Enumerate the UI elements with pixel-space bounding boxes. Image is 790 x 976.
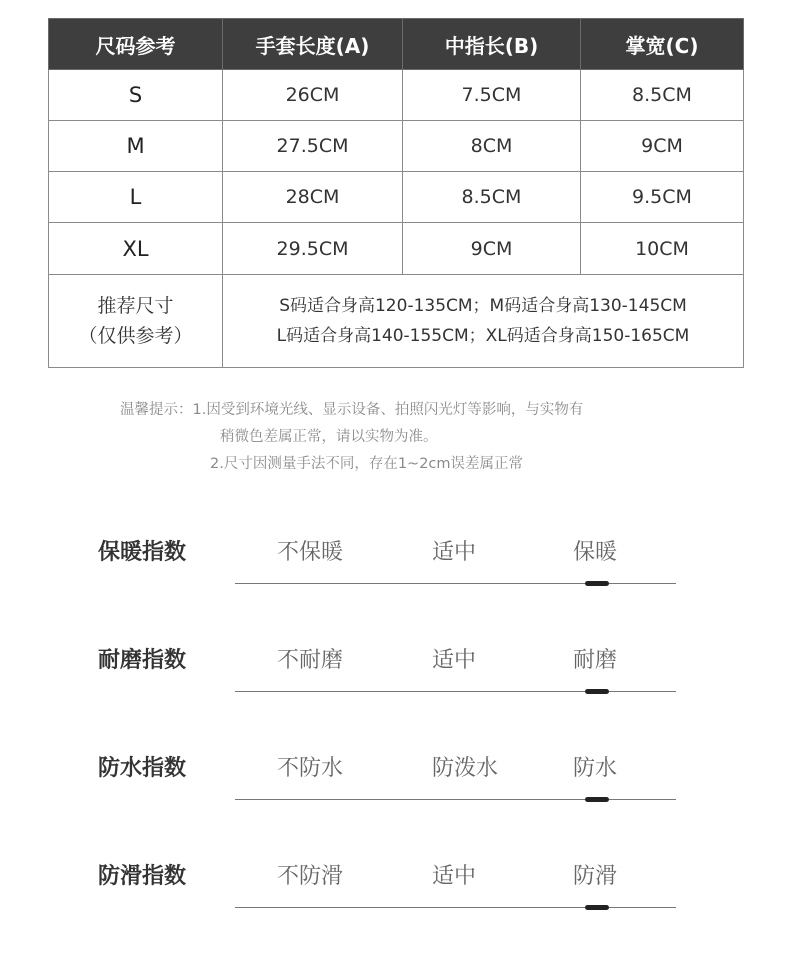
size-cell: L (49, 172, 223, 223)
level-label: 适中 (432, 540, 477, 565)
scale-line (235, 799, 676, 800)
tip-line: 2.尺寸因测量手法不同，存在1~2cm误差属正常 (210, 456, 524, 472)
size-chart-table (48, 18, 744, 368)
size-cell: S (49, 70, 223, 121)
glove-length-cell: 27.5CM (223, 121, 403, 172)
wear-resistance-index-row (0, 646, 790, 716)
recommend-label: 推荐尺寸 (97, 294, 174, 317)
level-label: 防水 (573, 756, 618, 781)
size-cell: M (49, 121, 223, 172)
middle-finger-cell: 7.5CM (403, 70, 581, 121)
warmth-index-row (0, 538, 790, 608)
header-glove-length: 手套长度(A) (223, 19, 403, 70)
scale-marker (585, 581, 609, 586)
recommend-label-note: （仅供参考） (78, 324, 193, 347)
waterproof-index-row (0, 754, 790, 824)
palm-width-cell: 10CM (581, 223, 744, 274)
middle-finger-cell: 8CM (403, 121, 581, 172)
header-size: 尺码参考 (49, 19, 223, 70)
table-row (49, 121, 744, 172)
palm-width-cell: 9CM (581, 121, 744, 172)
recommend-text-line: L码适合身高140-155CM；XL码适合身高150-165CM (276, 325, 690, 346)
scale-marker (585, 905, 609, 910)
recommend-row (49, 274, 744, 367)
recommend-label-cell (49, 274, 223, 367)
level-label: 防滑 (573, 864, 618, 889)
level-label: 不保暖 (277, 540, 344, 565)
header-palm-width: 掌宽(C) (581, 19, 744, 70)
palm-width-cell: 8.5CM (581, 70, 744, 121)
middle-finger-cell: 9CM (403, 223, 581, 274)
level-label: 防泼水 (432, 756, 499, 781)
scale-line (235, 583, 676, 584)
level-label: 适中 (432, 864, 477, 889)
recommend-text-cell (223, 274, 744, 367)
scale-line (235, 691, 676, 692)
tip-line: 温馨提示：1.因受到环境光线、显示设备、拍照闪光灯等影响，与实物有 (120, 402, 584, 418)
table-row (49, 172, 744, 223)
level-label: 不防水 (277, 756, 344, 781)
level-label: 耐磨 (573, 648, 618, 673)
anti-slip-index-title: 防滑指数 (98, 864, 187, 889)
glove-length-cell: 28CM (223, 172, 403, 223)
glove-length-cell: 26CM (223, 70, 403, 121)
level-label: 不防滑 (277, 864, 344, 889)
level-label: 保暖 (573, 540, 618, 565)
scale-line (235, 907, 676, 908)
table-row (49, 223, 744, 274)
header-middle-finger-length: 中指长(B) (403, 19, 581, 70)
size-table-header-row (49, 19, 744, 70)
level-label: 不耐磨 (277, 648, 344, 673)
palm-width-cell: 9.5CM (581, 172, 744, 223)
table-row (49, 70, 744, 121)
tip-line: 稍微色差属正常，请以实物为准。 (220, 429, 438, 445)
level-label: 适中 (432, 648, 477, 673)
warmth-index-title: 保暖指数 (98, 540, 187, 565)
middle-finger-cell: 8.5CM (403, 172, 581, 223)
anti-slip-index-row (0, 862, 790, 932)
scale-marker (585, 689, 609, 694)
size-cell: XL (49, 223, 223, 274)
scale-marker (585, 797, 609, 802)
wear-resistance-index-title: 耐磨指数 (98, 648, 187, 673)
recommend-text-line: S码适合身高120-135CM；M码适合身高130-145CM (279, 295, 687, 316)
glove-length-cell: 29.5CM (223, 223, 403, 274)
waterproof-index-title: 防水指数 (98, 756, 187, 781)
